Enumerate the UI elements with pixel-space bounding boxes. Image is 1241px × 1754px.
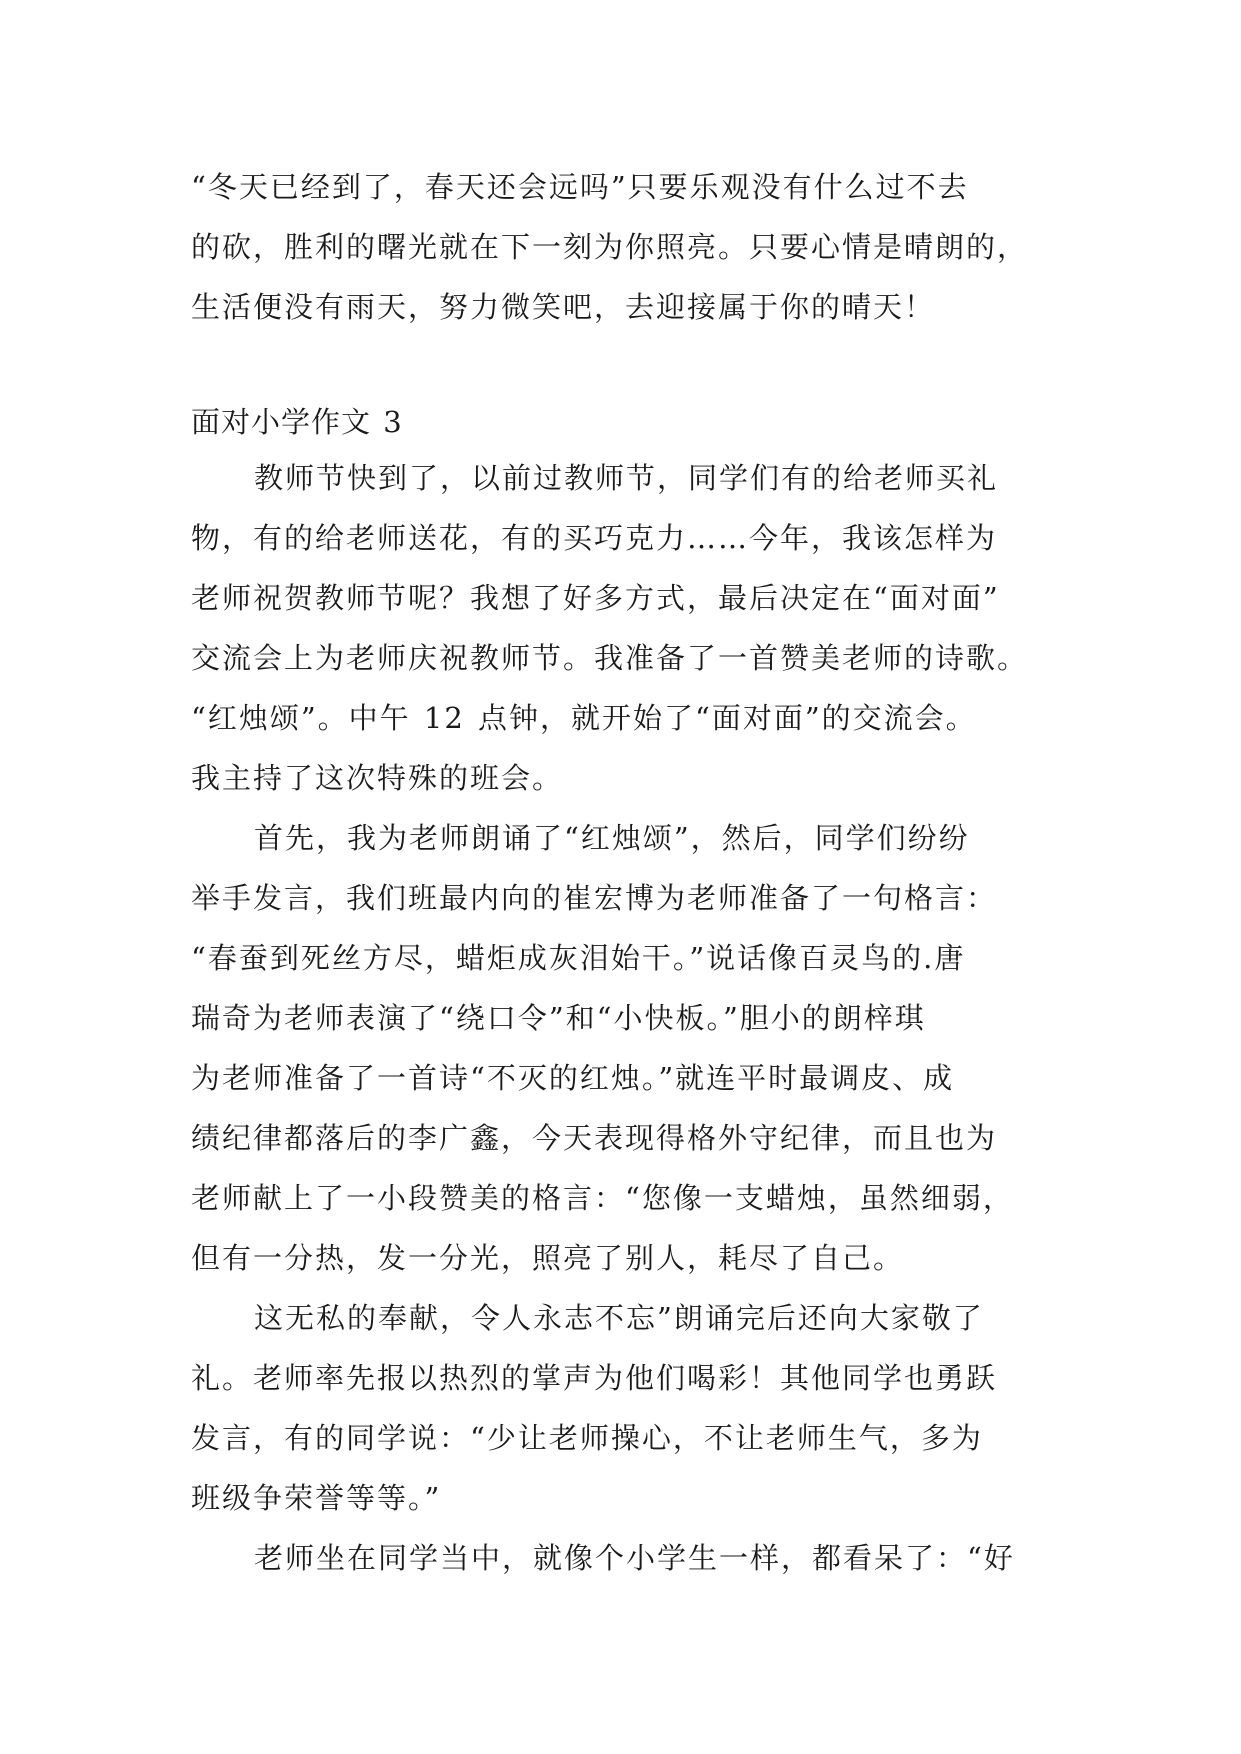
text-line: 老师祝贺教师节呢？我想了好多方式，最后决定在“面对面” bbox=[191, 581, 1000, 615]
text-line: 班级争荣誉等等。” bbox=[191, 1481, 442, 1515]
text-line: 首先，我为老师朗诵了“红烛颂”，然后，同学们纷纷 bbox=[254, 821, 970, 855]
text-line: 为老师准备了一首诗“不灭的红烛。”就连平时最调皮、成 bbox=[191, 1061, 955, 1095]
text-line: “春蚕到死丝方尽，蜡炬成灰泪始干。”说话像百灵鸟的.唐 bbox=[191, 941, 966, 975]
text-line: 这无私的奉献，令人永志不忘”朗诵完后还向大家敬了 bbox=[254, 1301, 984, 1335]
text-line: 我主持了这次特殊的班会。 bbox=[191, 761, 564, 795]
text-line: 生活便没有雨天，努力微笑吧，去迎接属于你的晴天！ bbox=[191, 290, 936, 324]
text-line: 但有一分热，发一分光，照亮了别人，耗尽了自己。 bbox=[191, 1241, 905, 1275]
section-title: 面对小学作文 3 bbox=[191, 405, 403, 439]
text-line: 发言，有的同学说：“少让老师操心，不让老师生气，多为 bbox=[191, 1421, 983, 1455]
text-line: 交流会上为老师庆祝教师节。我准备了一首赞美老师的诗歌。 bbox=[191, 641, 1029, 675]
text-line: 物，有的给老师送花，有的买巧克力……今年，我该怎样为 bbox=[191, 521, 998, 555]
text-line: 绩纪律都落后的李广鑫，今天表现得格外守纪律，而且也为 bbox=[191, 1121, 998, 1155]
text-line: “红烛颂”。中午 12 点钟，就开始了“面对面”的交流会。 bbox=[191, 701, 977, 735]
text-line: 教师节快到了，以前过教师节，同学们有的给老师买礼 bbox=[254, 461, 999, 495]
text-line: 老师献上了一小段赞美的格言：“您像一支蜡烛，虽然细弱， bbox=[191, 1181, 1014, 1215]
text-line: 举手发言，我们班最内向的崔宏博为老师准备了一句格言： bbox=[191, 881, 998, 915]
text-line: 老师坐在同学当中，就像个小学生一样，都看呆了：“好 bbox=[254, 1541, 1015, 1575]
text-line: 的砍，胜利的曙光就在下一刻为你照亮。只要心情是晴朗的， bbox=[191, 230, 1029, 264]
text-line: 瑞奇为老师表演了“绕口令”和“小快板。”胆小的朗梓琪 bbox=[191, 1001, 926, 1035]
text-line: 礼。老师率先报以热烈的掌声为他们喝彩！其他同学也勇跃 bbox=[191, 1361, 998, 1395]
text-line: “冬天已经到了，春天还会远吗”只要乐观没有什么过不去 bbox=[191, 170, 969, 204]
